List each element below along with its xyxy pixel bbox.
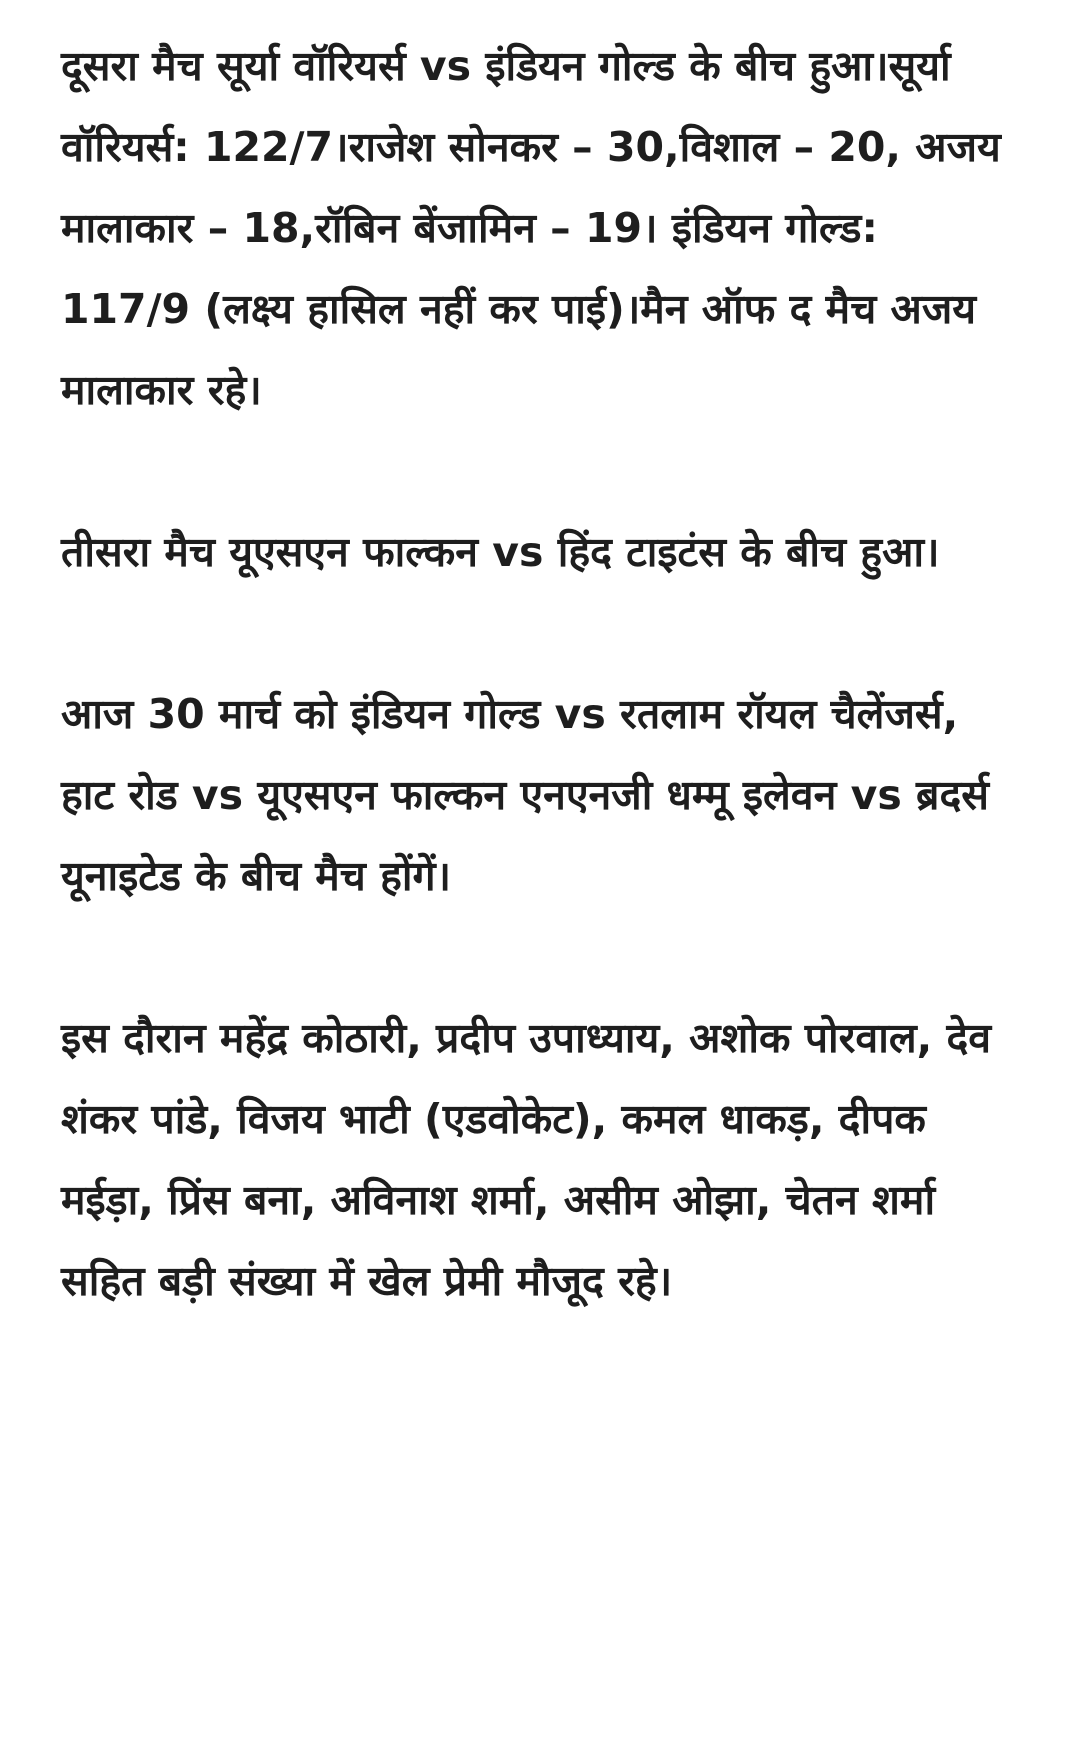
paragraph-today-matches: आज 30 मार्च को इंडियन गोल्ड vs रतलाम रॉयल चैलेंजर्स, हाट रोड vs यूएसएन फाल्कन एनएनजी धम्मू इलेवन vs ब्रदर्स यूनाइटेड के बीच मैच होंगें। — [61, 690, 989, 900]
paragraph-attendees: इस दौरान महेंद्र कोठारी, प्रदीप उपाध्याय, अशोक पोरवाल, देव शंकर पांडे, विजय भाटी (एडवोकेट), कमल धाकड़, दीपक मईड़ा, प्रिंस बना, अविनाश शर्मा, असीम ओझा, चेतन शर्मा सहित बड़ी संख्या में खेल प्रेमी मौजूद रहे। — [61, 1014, 992, 1305]
article-body — [61, 26, 1021, 1322]
paragraph-second-match-result: दूसरा मैच सूर्या वॉरियर्स vs इंडियन गोल्ड के बीच हुआ।सूर्या वॉरियर्स: 122/7।राजेश सोनकर – 30,विशाल – 20, अजय मालाकार – 18,रॉबिन बेंजामिन – 19। इंडियन गोल्ड: 117/9 (लक्ष्य हासिल नहीं कर पाई)।मैन ऑफ द मैच अजय मालाकार रहे। — [61, 42, 1001, 414]
paragraph-third-match: तीसरा मैच यूएसएन फाल्कन vs हिंद टाइटंस के बीच हुआ। — [61, 528, 940, 576]
